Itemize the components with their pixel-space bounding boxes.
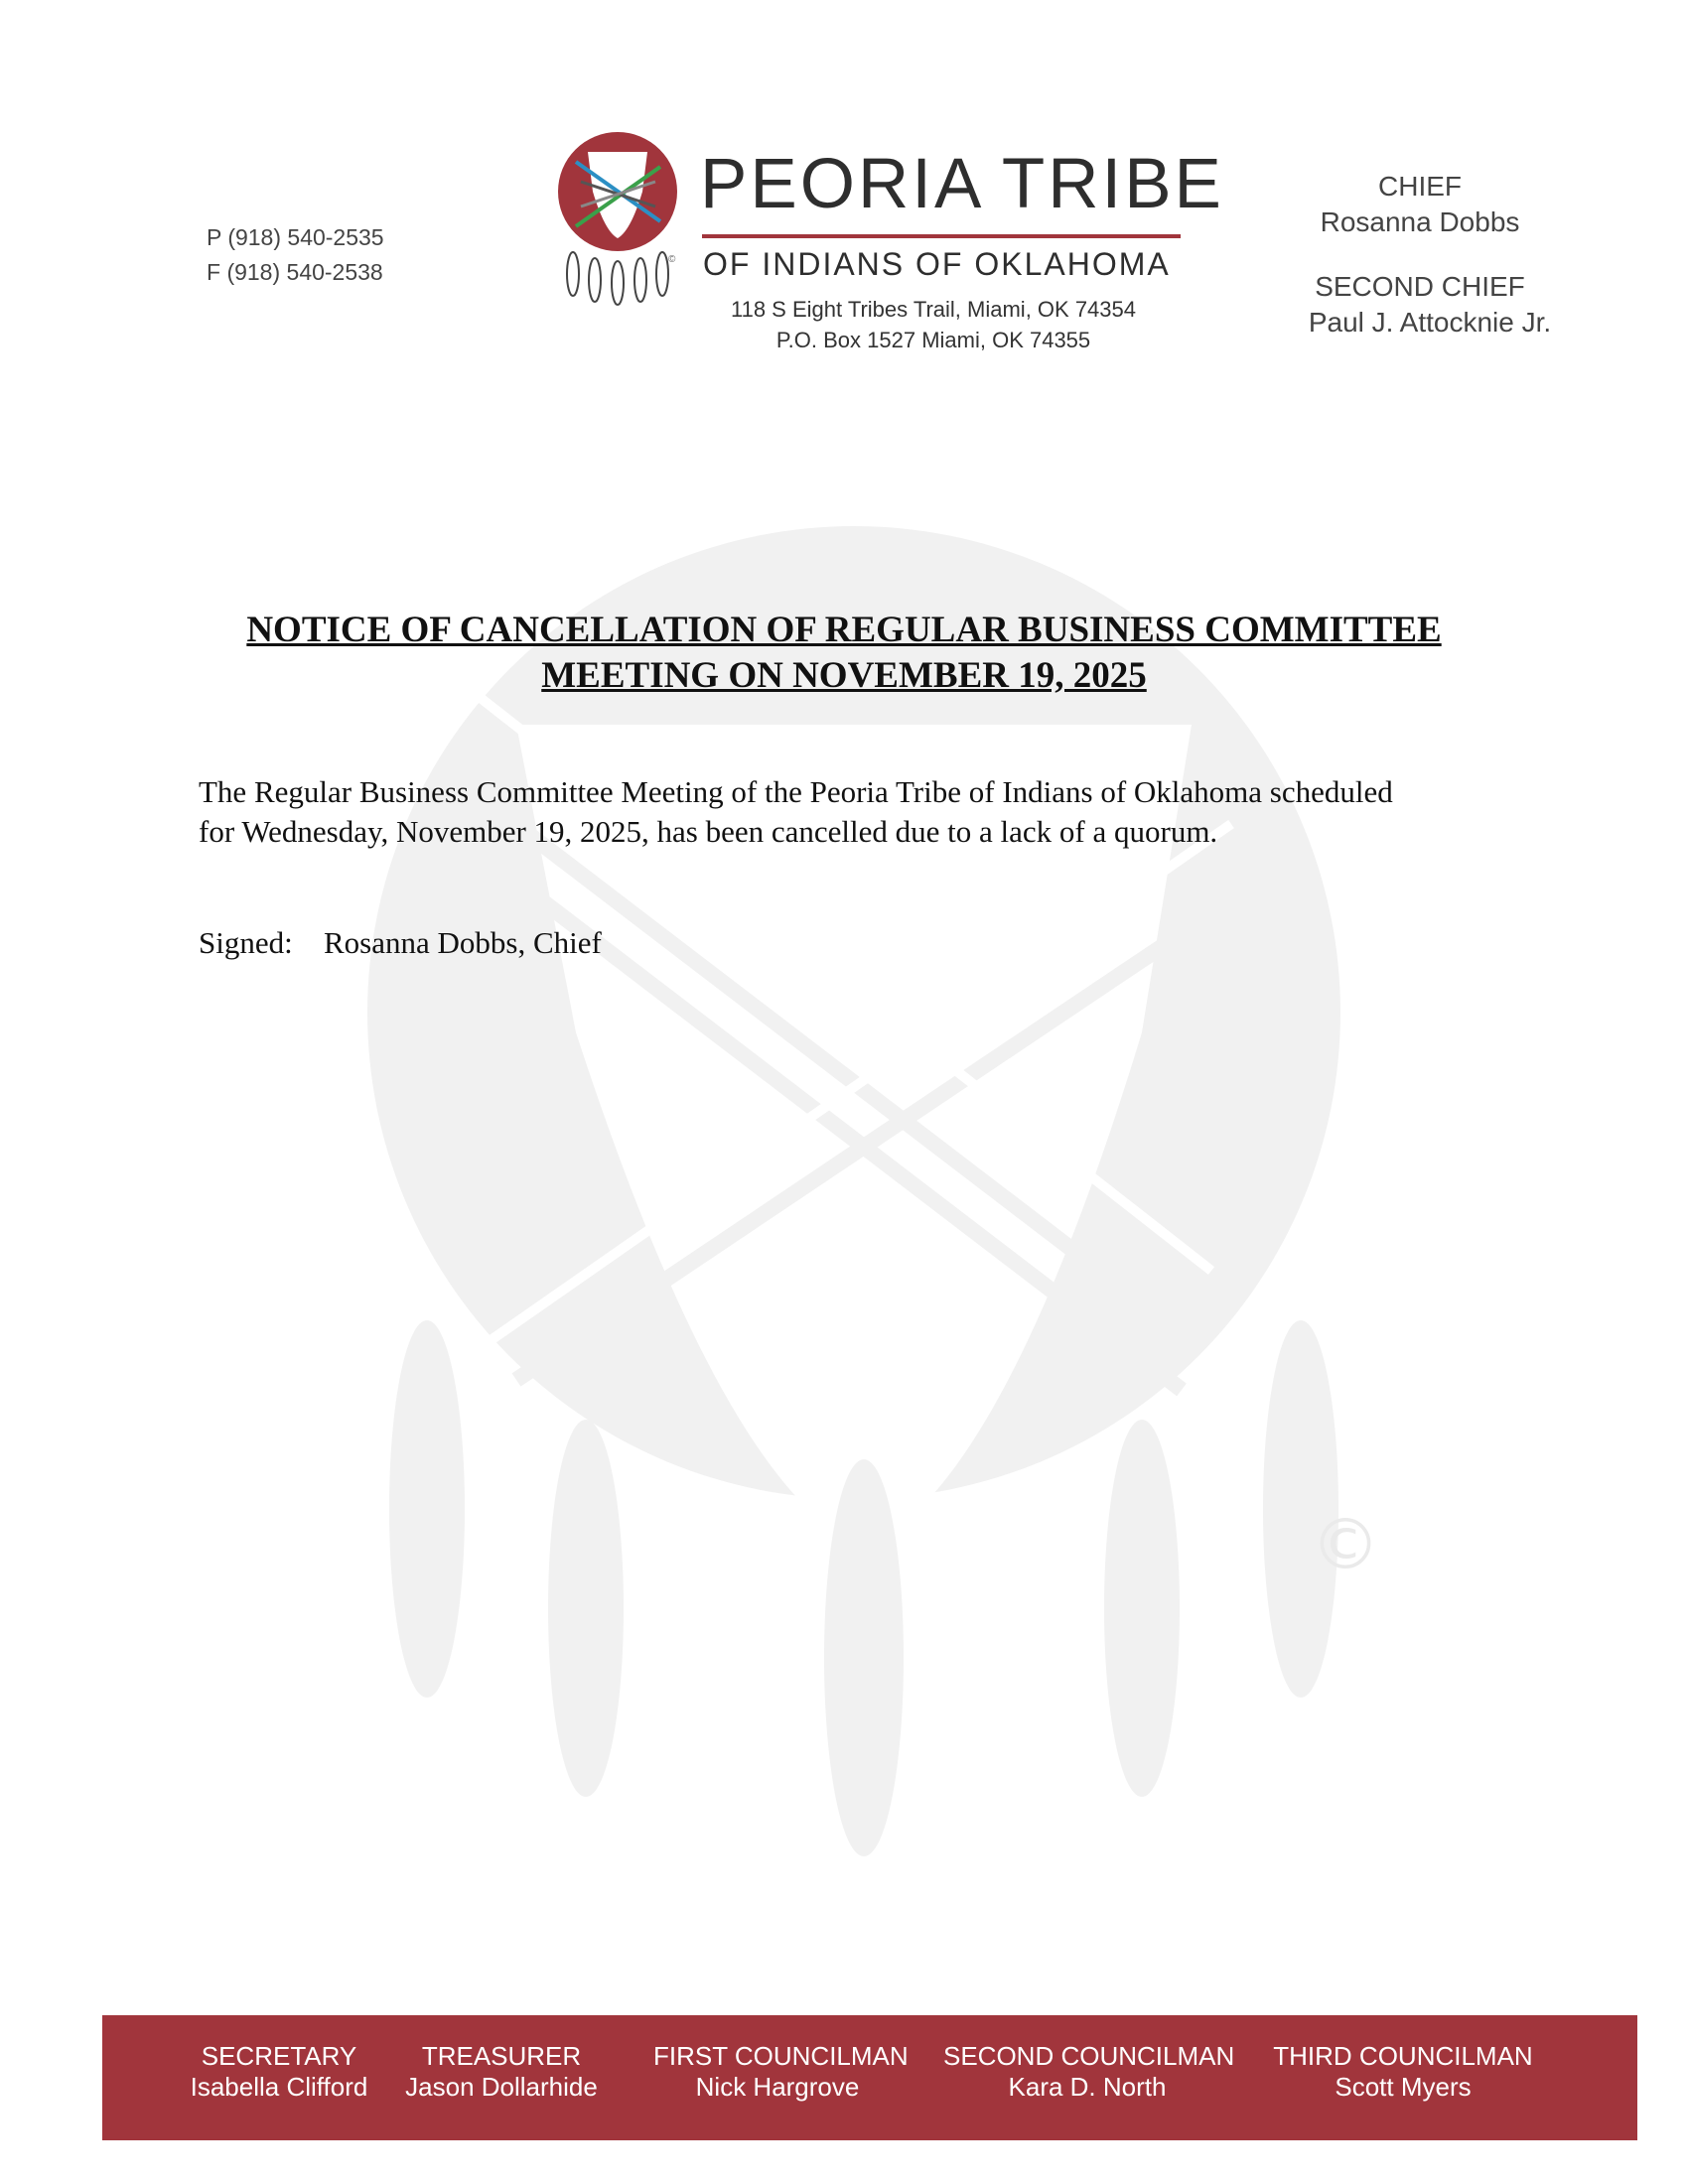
notice-title-line-1: NOTICE OF CANCELLATION OF REGULAR BUSINESS COMMITTEE (246, 610, 1442, 650)
member-title: FIRST COUNCILMAN (653, 2041, 909, 2071)
signature-line (199, 923, 602, 963)
member-name: Scott Myers (1335, 2072, 1472, 2102)
contact-block (207, 220, 384, 290)
notice-title-line-2: MEETING ON NOVEMBER 19, 2025 (541, 655, 1147, 696)
fax-number: F (918) 540-2538 (207, 259, 383, 285)
member-title: SECOND COUNCILMAN (943, 2041, 1235, 2071)
org-subtitle: OF INDIANS OF OKLAHOMA (703, 246, 1171, 282)
member-name: Kara D. North (1008, 2072, 1167, 2102)
watermark-copyright-symbol: © (1311, 1504, 1380, 1585)
tribe-logo-seal (551, 127, 685, 306)
footer-council-bar (102, 2015, 1637, 2140)
address-line-1: 118 S Eight Tribes Trail, Miami, OK 74354 (731, 297, 1136, 322)
second-chief-title: SECOND CHIEF (1315, 271, 1525, 302)
chief-name: Rosanna Dobbs (1320, 206, 1520, 237)
footer-member-secretary (180, 2041, 378, 2103)
notice-body (199, 772, 1529, 852)
phone-number: P (918) 540-2535 (207, 224, 384, 250)
second-chief-name: Paul J. Attocknie Jr. (1308, 307, 1552, 338)
org-name: PEORIA TRIBE (700, 145, 1224, 223)
notice-body-line-1: The Regular Business Committee Meeting of the Peoria Tribe of Indians of Oklahoma scheduled (199, 774, 1393, 809)
signed-name: Rosanna Dobbs, Chief (324, 925, 602, 960)
logo-copyright-symbol: © (668, 254, 676, 265)
member-name: Nick Hargrove (695, 2072, 860, 2102)
member-title: TREASURER (421, 2041, 582, 2071)
address-line-2: P.O. Box 1527 Miami, OK 74355 (775, 328, 1091, 352)
member-name: Jason Dollarhide (405, 2072, 598, 2102)
watermark-seal-image (357, 496, 1380, 1866)
org-name-rule (702, 234, 1181, 238)
member-title: SECRETARY (201, 2041, 357, 2071)
footer-member-first-councilman (653, 2041, 909, 2103)
address-block (635, 294, 1231, 355)
member-name: Isabella Clifford (190, 2072, 368, 2102)
footer-member-treasurer (392, 2041, 611, 2103)
notice-title (149, 608, 1539, 699)
footer-member-third-councilman (1264, 2041, 1542, 2103)
footer-member-second-councilman (943, 2041, 1235, 2103)
notice-body-line-2: for Wednesday, November 19, 2025, has been cancelled due to a lack of a quorum. (199, 814, 1218, 849)
signed-label: Signed: (199, 925, 293, 960)
chief-title: CHIEF (1378, 171, 1462, 202)
member-title: THIRD COUNCILMAN (1273, 2041, 1533, 2071)
